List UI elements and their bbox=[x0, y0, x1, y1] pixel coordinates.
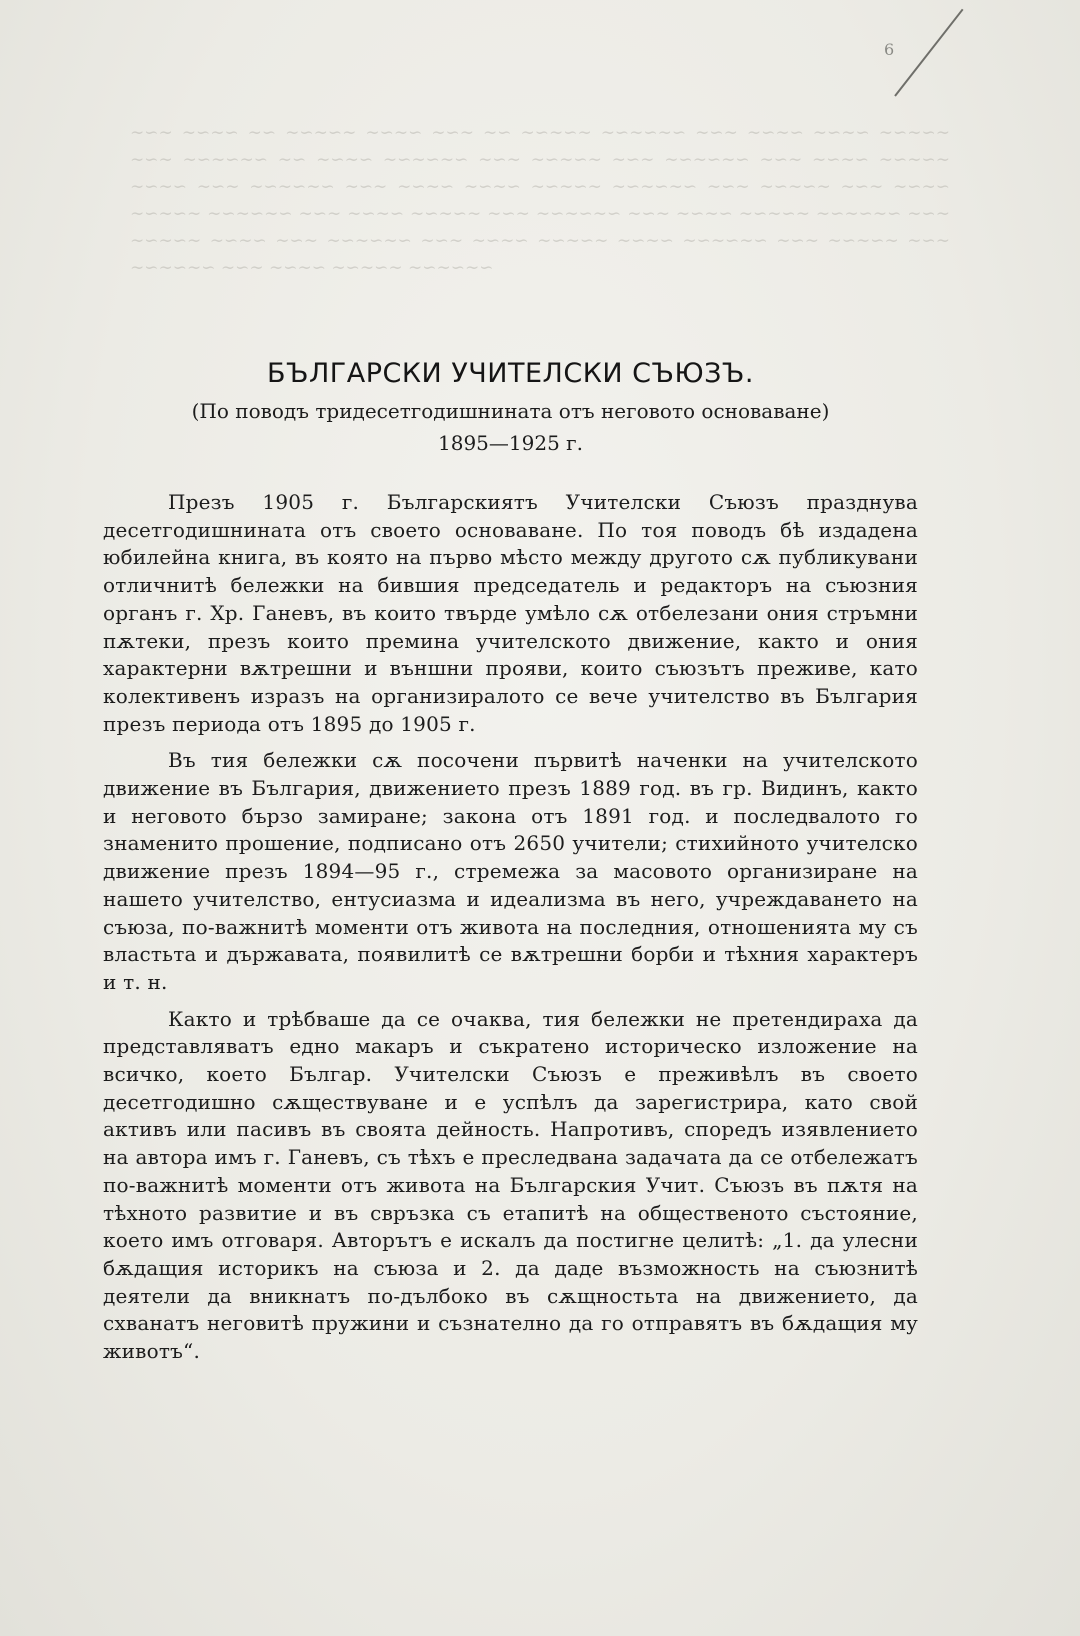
article-subtitle: (По поводъ тридесетгодишнината отъ неговото основаване) bbox=[191, 399, 830, 423]
bleed-through-text: ∼∽∼ ∼∽∼∽ ∼∽ ∼∽∼∽∼ ∼∽∼∽ ∼∽∼ ∼∽ ∼∽∼∽∼ ∼∽∼∽∼∽ ∼∽∼ ∼∽∼∽ ∼∽∼∽ ∼∽∼∽∼ ∼∽∼ ∼∽∼∽∼∽ ∼∽ ∼∽∼∽ ∼∽∼∽∼∽ ∼∽∼ ∼∽∼∽∼ ∼∽∼ ∼∽∼∽∼∽ ∼∽∼ ∼∽∼∽ ∼∽∼∽∼ ∼∽∼∽ ∼∽∼ ∼∽∼∽∼∽ ∼∽∼ ∼∽∼∽ ∼∽∼∽ ∼∽∼∽∼ ∼∽∼∽∼∽ ∼∽∼ ∼∽∼∽∼ ∼∽∼ ∼∽∼∽ ∼∽∼∽∼ ∼∽∼∽∼∽ ∼∽∼ ∼∽∼∽ ∼∽∼∽∼ ∼∽∼ ∼∽∼∽∼∽ ∼∽∼ ∼∽∼∽ ∼∽∼∽∼ ∼∽∼∽∼∽ ∼∽∼ ∼∽∼∽∼ ∼∽∼∽ ∼∽∼ ∼∽∼∽∼∽ ∼∽∼ ∼∽∼∽ ∼∽∼∽∼ ∼∽∼∽ ∼∽∼∽∼∽ ∼∽∼ ∼∽∼∽∼ ∼∽∼ ∼∽∼∽∼∽ ∼∽∼ ∼∽∼∽ ∼∽∼∽∼ ∼∽∼∽∼∽ bbox=[130, 123, 950, 278]
article-years: 1895—1925 г. bbox=[438, 431, 583, 455]
article-title: БЪЛГАРСКИ УЧИТЕЛСКИ СЪЮЗЪ. bbox=[267, 358, 754, 389]
article-body bbox=[103, 489, 918, 1366]
paragraph: Презъ 1905 г. Българскиятъ Учителски Съюзъ празднува десетгодишнината отъ своето основаване. По тоя поводъ бѣ издадена юбилейна книга, въ която на първо мѣсто между другото сѫ публикувани отличнитѣ бележки на бившия председатель и редакторъ на съюзния органъ г. Хр. Ганевъ, въ които твърде умѣло сѫ отбелезани ония стръмни пѫтеки, презъ които премина учителското движение, както и ония характерни вѫтрешни и външни прояви, които съюзътъ преживе, като колективенъ изразъ на организиралото се вече учителство въ България презъ периода отъ 1895 до 1905 г. bbox=[103, 490, 918, 736]
article bbox=[103, 358, 918, 1375]
page-mark: 6 bbox=[884, 40, 895, 59]
paragraph: Въ тия бележки сѫ посочени първитѣ наченки на учителското движение въ България, движението презъ 1889 год. въ гр. Видинъ, както и неговото бързо замиране; закона отъ 1891 год. и последвалото го знаменито прошение, подписано отъ 2650 учители; стихийното учителско движение презъ 1894—95 г., стремежа за масовото организиране на нашето учителство, ентусиазма и идеализма въ него, учреждаването на съюза, по-важнитѣ моменти отъ живота на последния, отношенията му съ властьта и държавата, появилитѣ се вѫтрешни борби и тѣхния характеръ и т. н. bbox=[103, 748, 918, 994]
paragraph: Както и трѣбваше да се очаква, тия бележки не претендираха да представляватъ едно макаръ и съкратено историческо изложение на всичко, което Българ. Учителски Съюзъ е преживѣлъ въ своето десетгодишно сѫществуване и е успѣлъ да зарегистрира, като свой активъ или пасивъ въ своята дейность. Напротивъ, споредъ изявлението на автора имъ г. Ганевъ, съ тѣхъ е преследвана задачата да се отбележатъ по-важнитѣ моменти отъ живота на Българския Учит. Съюзъ въ пѫтя на тѣхното развитие и въ свръзка съ етапитѣ на общественото състояние, което имъ отговаря. Авторътъ е искалъ да постигне целитѣ: „1. да улесни бѫдащия историкъ на съюза и 2. да даде възможность на съюзнитѣ деятели да вникнатъ по-дълбоко въ сѫщностьта на движението, да схванатъ неговитѣ пружини и съзнателно да го отправятъ въ бѫдащия му животъ“. bbox=[103, 1006, 918, 1364]
corner-pencil-line bbox=[894, 9, 963, 97]
